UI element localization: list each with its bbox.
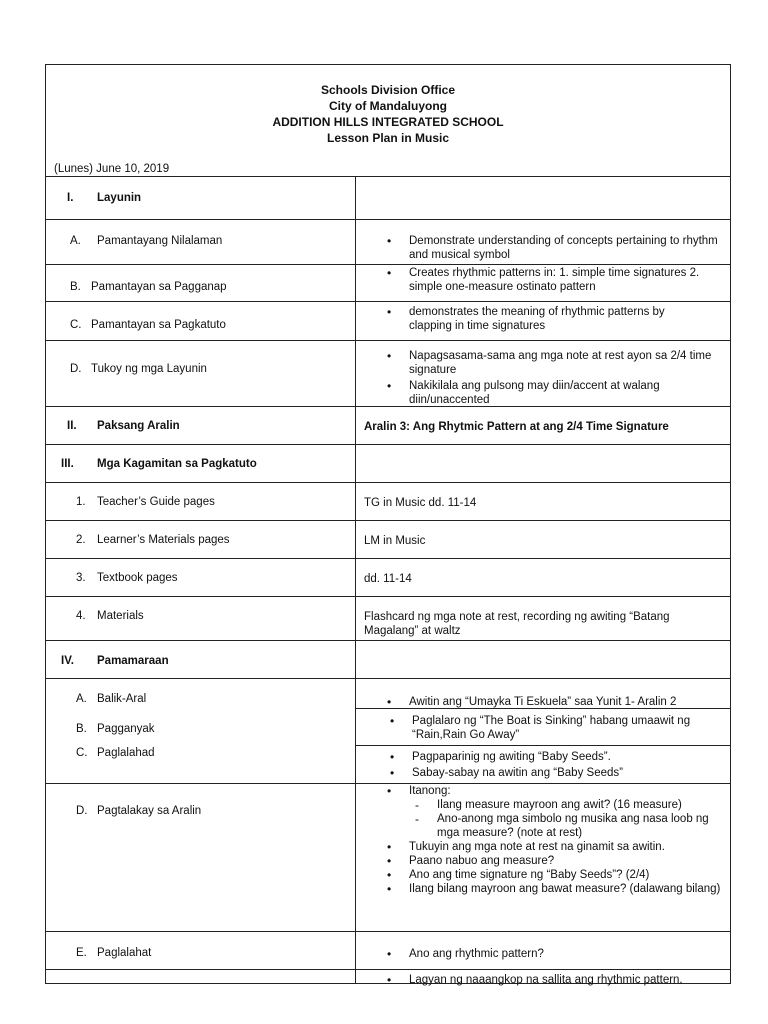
- row-content: TG in Music dd. 11-14: [364, 497, 477, 509]
- row-label: Layunin: [97, 192, 142, 204]
- row-number: 2.: [76, 534, 86, 546]
- row-label: Pamantayan sa Pagganap: [91, 281, 227, 293]
- list-item: • Lagyan ng naaangkop na sallita ang rhythmic pattern.: [409, 973, 729, 987]
- table-row: [46, 783, 730, 931]
- list-item: • Ano ang rhythmic pattern?: [409, 947, 719, 961]
- table-row: [46, 640, 730, 678]
- list-item: • Awitin ang “Umayka Ti Eskuela” saa Yunit 1- Aralin 2: [409, 695, 729, 709]
- row-number: A.: [76, 693, 87, 705]
- row-label: Pamantayan sa Pagkatuto: [91, 319, 226, 331]
- document-header: [46, 65, 730, 177]
- list-item: • Nakikilala ang pulsong may diin/accent at walang diin/unaccented: [409, 379, 719, 407]
- table-row: [46, 931, 730, 969]
- table-row: [46, 745, 730, 783]
- row-label: Textbook pages: [97, 572, 178, 584]
- row-label: Mga Kagamitan sa Pagkatuto: [97, 458, 257, 470]
- list-item: - Ilang measure mayroon ang awit? (16 measure): [437, 798, 724, 812]
- header-city: City of Mandaluyong: [329, 99, 447, 113]
- list-item: • Demonstrate understanding of concepts pertaining to rhythm and musical symbol: [409, 234, 719, 262]
- row-content: Aralin 3: Ang Rhytmic Pattern at ang 2/4 Time Signature: [364, 421, 669, 433]
- row-label: Pamamaraan: [97, 655, 169, 667]
- row-label: Learner’s Materials pages: [97, 534, 230, 546]
- row-label: Tukoy ng mga Layunin: [91, 363, 207, 375]
- table-row: [46, 482, 730, 520]
- row-content: Flashcard ng mga note at rest, recording ng awiting “Batang Magalang” at waltz: [364, 611, 670, 637]
- row-number: IV.: [61, 655, 75, 667]
- row-number: D.: [76, 805, 88, 817]
- list-item: • Itanong:: [409, 784, 724, 798]
- row-number: III.: [61, 458, 74, 470]
- table-row: [46, 678, 730, 708]
- row-label: Paksang Aralin: [97, 420, 180, 432]
- row-label: Pamantayang Nilalaman: [97, 235, 223, 247]
- header-division: Schools Division Office: [320, 83, 456, 97]
- table-row: [46, 558, 730, 596]
- row-number: II.: [67, 420, 77, 432]
- list-item: • Paglalaro ng “The Boat is Sinking” habang umaawit ng “Rain,Rain Go Away”: [412, 714, 732, 742]
- row-label: Pagganyak: [97, 723, 155, 735]
- table-row: [46, 176, 730, 219]
- header-school: ADDITION HILLS INTEGRATED SCHOOL: [272, 115, 504, 129]
- row-label: Materials: [97, 610, 144, 622]
- row-label: Paglalahat: [97, 947, 152, 959]
- row-number: C.: [76, 747, 88, 759]
- list-item: • Napagsasama-sama ang mga note at rest ayon sa 2/4 time signature: [409, 349, 719, 377]
- table-row: [46, 219, 730, 264]
- list-item: • Sabay-sabay na awitin ang “Baby Seeds”: [412, 766, 732, 780]
- table-row: [46, 596, 730, 640]
- table-row: [46, 969, 730, 984]
- table-row: [46, 264, 730, 301]
- table-row: [46, 708, 730, 745]
- list-item: • Pagpaparinig ng awiting “Baby Seeds”.: [412, 750, 732, 764]
- row-content: [356, 177, 730, 219]
- row-label: Paglalahad: [97, 747, 155, 759]
- row-number: 1.: [76, 496, 86, 508]
- table-row: [46, 340, 730, 406]
- lesson-date: (Lunes) June 10, 2019: [54, 163, 170, 175]
- lesson-plan-document: [45, 64, 731, 984]
- row-number: I.: [67, 192, 74, 204]
- row-number: A.: [70, 235, 81, 247]
- row-content: [356, 445, 730, 482]
- header-title: Lesson Plan in Music: [326, 131, 450, 145]
- row-number: C.: [70, 319, 82, 331]
- list-item: • Paano nabuo ang measure?: [409, 854, 724, 868]
- list-item: • demonstrates the meaning of rhythmic patterns by clapping in time signatures: [409, 305, 709, 333]
- list-item: - Ano-anong mga simbolo ng musika ang nasa loob ng mga measure? (note at rest): [437, 812, 724, 840]
- list-item: • Ano ang time signature ng “Baby Seeds”? (2/4): [409, 868, 724, 882]
- row-label: Teacher’s Guide pages: [97, 496, 215, 508]
- row-label: Balik-Aral: [97, 693, 147, 705]
- table-row: [46, 406, 730, 444]
- table-row: [46, 301, 730, 340]
- row-label: Pagtalakay sa Aralin: [97, 805, 202, 817]
- row-content: dd. 11-14: [364, 573, 412, 585]
- table-row: [46, 520, 730, 558]
- row-number: D.: [70, 363, 82, 375]
- row-number: 3.: [76, 572, 86, 584]
- row-content: [356, 641, 730, 678]
- list-item: • Tukuyin ang mga note at rest na ginamit sa awitin.: [409, 840, 724, 854]
- list-item: • Ilang bilang mayroon ang bawat measure? (dalawang bilang): [409, 882, 724, 896]
- row-number: B.: [76, 723, 87, 735]
- list-item: • Creates rhythmic patterns in: 1. simple time signatures 2. simple one-measure ostinato pattern: [409, 266, 724, 294]
- row-number: 4.: [76, 610, 86, 622]
- table-row: [46, 444, 730, 482]
- row-content: LM in Music: [364, 535, 426, 547]
- row-number: E.: [76, 947, 87, 959]
- row-number: B.: [70, 281, 81, 293]
